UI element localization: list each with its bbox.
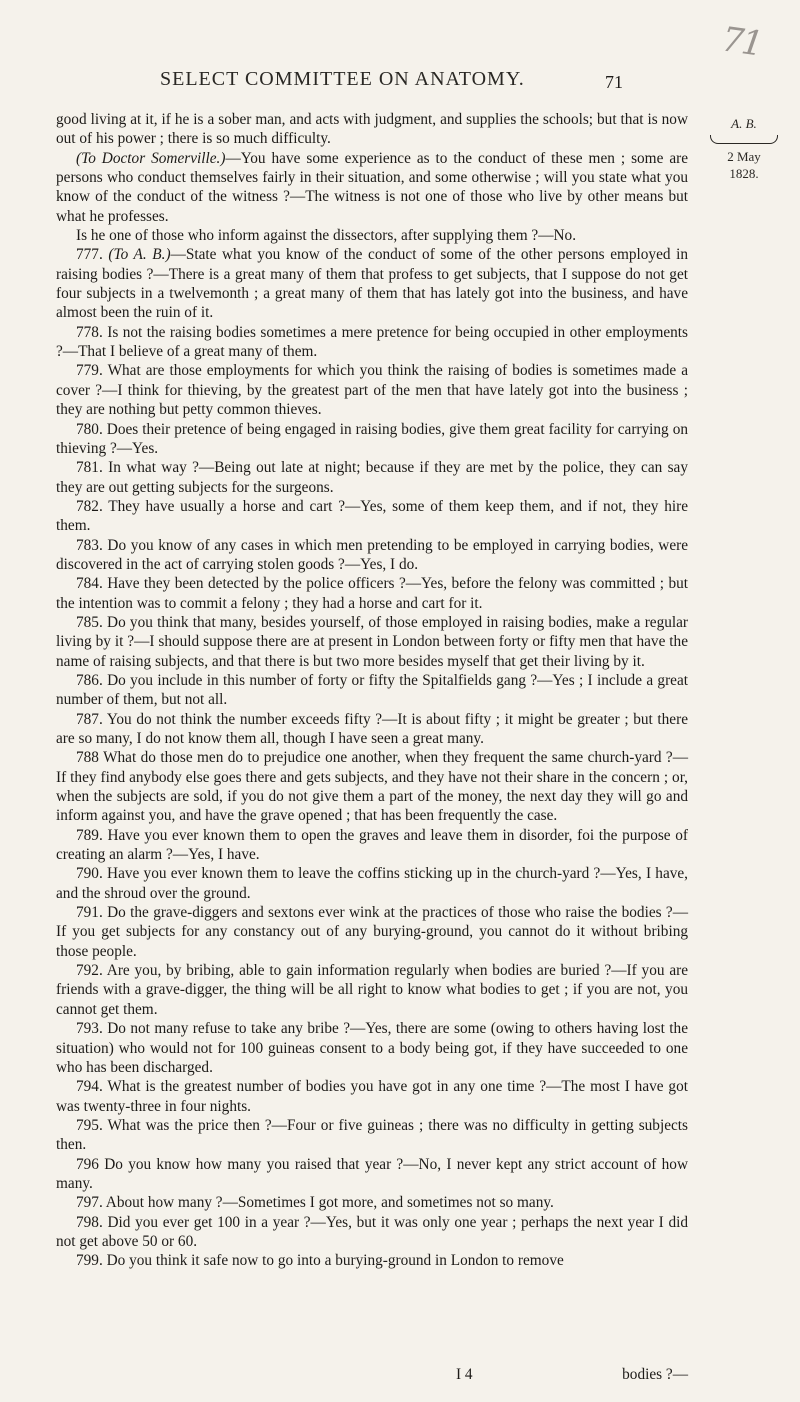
question-number: 797. (76, 1194, 103, 1212)
question-number: 787. (76, 710, 103, 728)
paragraph-question-788: 788 What do those men do to prejudice one another, when they frequent the same church-yard ?—If they find anybody else goes there and gets subjects, and they have not their share in the concern ; or, when the subjects are sold, if you do not give them a part of the money, the next day they will go and inform against you, and have the grave opened ; that has been frequently the case. (56, 749, 688, 825)
question-number: 791. (76, 904, 103, 922)
paragraph-question: (To Doctor Somerville.)—You have some experience as to the conduct of these men ; some are persons who conduct themselves fairly in their situation, and some otherwise ; will you state what you know of the conduct of the witness ?—The witness is not one of those who live by other means but what he professes. (56, 149, 688, 225)
paragraph-question-794: 794. What is the greatest number of bodies you have got in any one time ?—The most I have got was twenty-three in four nights. (56, 1078, 688, 1115)
question-number: 792. (76, 962, 103, 980)
question-number: 798. (76, 1213, 103, 1231)
addressee: (To A. B.) (108, 246, 171, 264)
question-number: 789. (76, 826, 103, 844)
paragraph-question-797: 797. About how many ?—Sometimes I got more, and sometimes not so many. (76, 1194, 554, 1212)
paragraph-question-786: 786. Do you include in this number of forty or fifty the Spitalfields gang ?—Yes ; I include a great number of them, but not all. (56, 671, 688, 709)
question-number: 788 (76, 749, 99, 767)
signature-mark: I 4 (456, 1366, 473, 1383)
margin-date-year: 1828. (729, 166, 759, 181)
margin-brace (710, 135, 778, 144)
question-number: 795. (76, 1116, 103, 1134)
paragraph-question-781: 781. In what way ?—Being out late at night; because if they are met by the police, they can say they are out getting subjects for the surgeons. (56, 459, 688, 496)
question-number: 785. (76, 613, 103, 631)
paragraph-question-795: 795. What was the price then ?—Four or five guineas ; there was no difficulty in getting subjects then. (56, 1116, 688, 1154)
question-number: 796 (76, 1155, 99, 1173)
paragraph-question-790: 790. Have you ever known them to leave the coffins sticking up in the church-yard ?—Yes, I have, and the shroud over the ground. (56, 865, 688, 902)
page-number: 71 (605, 72, 623, 92)
paragraph-question-791: 791. Do the grave-diggers and sextons ever wink at the practices of those who raise the bodies ?—If you get subjects for any constancy out of any burying-ground, you cannot do it without bribing those people. (56, 904, 688, 960)
question-number: 799. (76, 1252, 103, 1270)
question-number: 777. (76, 246, 103, 264)
paragraph-question-798: 798. Did you ever get 100 in a year ?—Yes, but it was only one year ; perhaps the next year I did not get above 50 or 60. (56, 1213, 688, 1250)
paragraph-question-796: 796 Do you know how many you raised that year ?—No, I never kept any strict account of how many. (56, 1155, 688, 1192)
question-number: 779. (76, 362, 103, 380)
question-number: 780. (76, 420, 103, 438)
paragraph-question: Is he one of those who inform against the dissectors, after supplying them ?—No. (76, 227, 577, 245)
question-number: 778. (76, 323, 103, 341)
paragraph-question-782: 782. They have usually a horse and cart ?—Yes, some of them keep them, and if not, they hire them. (56, 497, 688, 535)
paragraph-question-793: 793. Do not many refuse to take any bribe ?—Yes, there are some (owing to others having lost the situation) who would not for 100 guineas consent to a body being got, if they have succeeded to one who has been discharged. (56, 1020, 688, 1076)
paragraph-question-787: 787. You do not think the number exceeds fifty ?—It is about fifty ; it might be greater ; but there are so many, I do not know them all, though I have seen a great many. (56, 710, 688, 747)
question-number: 794. (76, 1078, 103, 1096)
paragraph-question-785: 785. Do you think that many, besides yourself, of those employed in raising bodies, make a regular living by it ?—I should suppose there are at present in London between forty or fifty men that have the name of raising subjects, and that there is but two more besides myself that get their living by it. (56, 613, 689, 670)
body-text (56, 110, 688, 1271)
paragraph-question-779: 779. What are those employments for which you think the raising of bodies is sometimes made a cover ?—I think for thieving, by the greatest part of the men that have lately got into the business ; they are nothing but petty common thieves. (56, 362, 688, 419)
paragraph-question-792: 792. Are you, by bribing, able to gain information regularly when bodies are buried ?—If you are friends with a grave-digger, the thing will be all right to know what bodies to get ; if you are not, you cannot get them. (56, 962, 688, 1018)
paragraph-question-778: 778. Is not the raising bodies sometimes a mere pretence for being occupied in other employments ?—That I believe of a great many of them. (56, 323, 688, 361)
question-number: 783. (76, 536, 103, 554)
running-title: SELECT COMMITTEE ON ANATOMY. (160, 68, 525, 90)
margin-note (702, 115, 786, 182)
margin-date-day: 2 May (727, 149, 761, 164)
catchword: bodies ?— (622, 1366, 688, 1383)
question-number: 786. (76, 671, 103, 689)
question-number: 781. (76, 459, 103, 477)
paragraph-question-780: 780. Does their pretence of being engaged in raising bodies, give them great facility for carrying on thieving ?—Yes. (56, 420, 689, 457)
paragraph-question-789: 789. Have you ever known them to open the graves and leave them in disorder, foi the purpose of creating an alarm ?—Yes, I have. (56, 826, 688, 864)
paragraph-question-799: 799. Do you think it safe now to go into a burying-ground in London to remove (76, 1252, 564, 1270)
handwritten-page-mark: 71 (719, 19, 764, 65)
margin-witness: A. B. (731, 116, 757, 131)
question-number: 784. (76, 575, 103, 593)
paragraph-question-783: 783. Do you know of any cases in which men pretending to be employed in carrying bodies, were discovered in the act of carrying stolen goods ?—Yes, I do. (56, 536, 688, 573)
question-number: 782. (76, 497, 103, 515)
addressee: (To Doctor Somerville.) (76, 149, 226, 167)
paragraph-question-784: 784. Have they been detected by the police officers ?—Yes, before the felony was committed ; but the intention was to commit a felony ; they had a horse and cart for it. (56, 575, 688, 612)
question-number: 790. (76, 865, 103, 883)
paragraph-continuation: good living at it, if he is a sober man, and acts with judgment, and supplies the schools; but that is now out of his power ; there is so much difficulty. (56, 111, 688, 148)
paragraph-question-777: 777. (To A. B.)—State what you know of the conduct of some of the other persons employed in raising bodies ?—There is a great many of them that profess to get subjects, that I suppose do not get four subjects in a twelvemonth ; a great many of them that has lately got into the business, and have almost been the ruin of it. (56, 246, 688, 322)
question-number: 793. (76, 1020, 103, 1038)
